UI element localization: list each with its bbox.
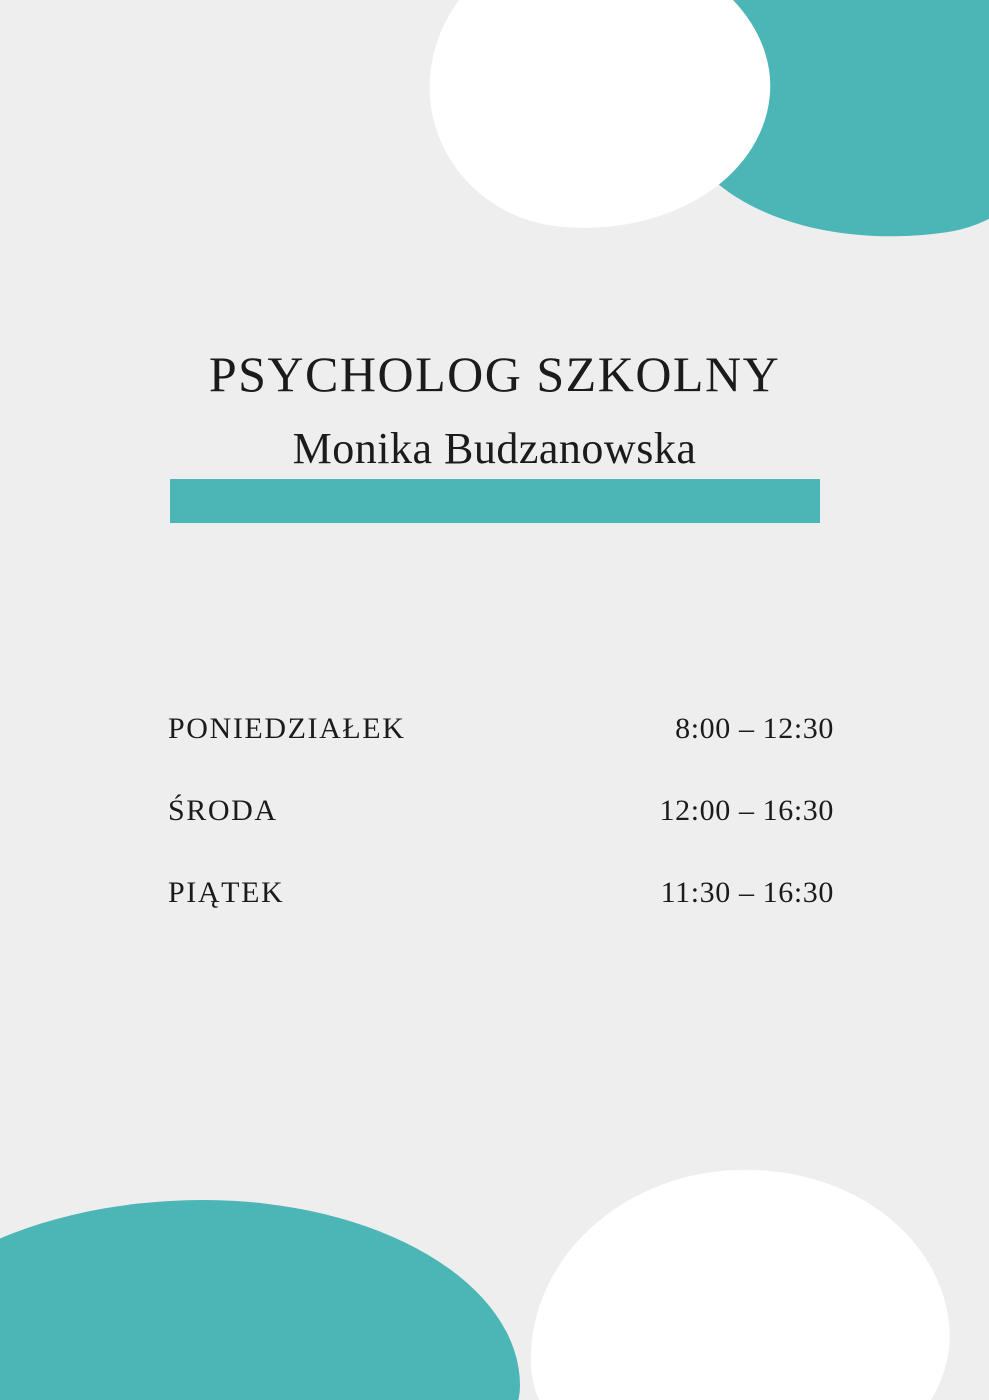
title-block (0, 348, 989, 515)
subtitle-name: Monika Budzanowska (292, 423, 697, 473)
page-title: PSYCHOLOG SZKOLNY (208, 346, 781, 402)
decorative-blob-white-bottom-right (518, 1156, 959, 1400)
schedule-list (168, 712, 834, 958)
schedule-day: PIĄTEK (168, 876, 285, 909)
decorative-blob-white-top (416, 0, 784, 247)
schedule-hours: 8:00 – 12:30 (675, 712, 834, 745)
schedule-hours: 12:00 – 16:30 (659, 794, 834, 827)
decorative-blob-teal-bottom-left (0, 1200, 520, 1400)
schedule-day: ŚRODA (168, 794, 278, 827)
list-item (168, 794, 834, 828)
schedule-hours: 11:30 – 16:30 (660, 876, 834, 909)
subtitle-block (0, 423, 989, 515)
schedule-day: PONIEDZIAŁEK (168, 712, 406, 745)
list-item (168, 712, 834, 746)
list-item (168, 876, 834, 910)
highlight-bar (170, 479, 820, 523)
